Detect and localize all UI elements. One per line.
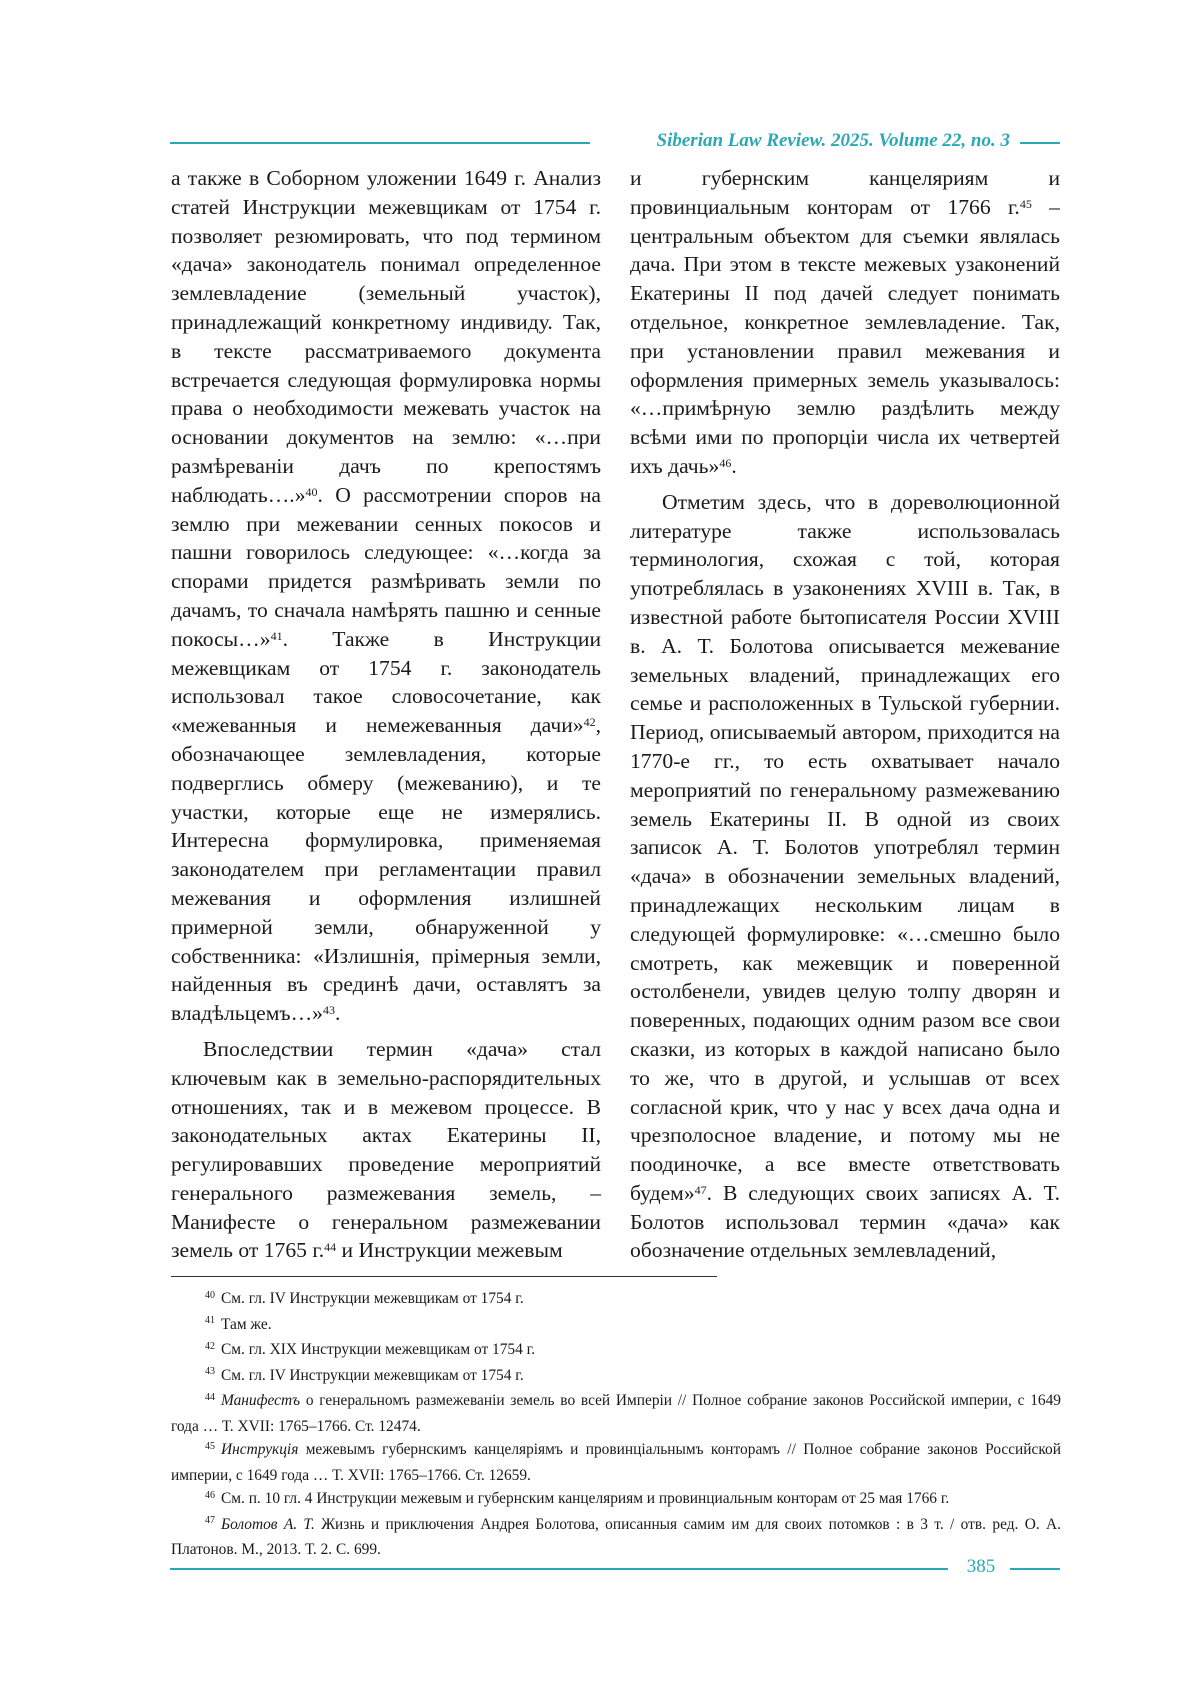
text-run: – центральным объектом для съемки являлась дача. При этом в тексте межевых узаконений Екатерины II под дачей следует понимать отдельное, конкретное землевладение. Так, при установлении правил межевания и оформления примерных земель указывалось: «…примѣрную землю раздѣлить между всѣми ими по пропорціи числа их четвертей ихъ дачь» [630,194,1060,478]
footnote-46 [171,1487,1061,1513]
page-footer [170,1556,1060,1586]
footnotes [171,1287,1061,1562]
text-run: а также в Соборном уложении 1649 г. Анализ статей Инструкции межевщикам от 1754 г. позволяет резюмировать, что под термином «дача» законодатель понимал определенное землевладение (земельный участок), принадлежащий конкретному индивиду. Так, в тексте рассматриваемого документа встречается следующая формулировка нормы права о необходимости межевать участок на основании документов на землю: «…при размѣреваніи дачъ по крепостямъ наблюдать….» [171,166,601,507]
footnote-41 [171,1313,1061,1339]
text-run: . [334,1001,341,1026]
footnote-text: См. п. 10 гл. 4 Инструкции межевым и губернским канцеляриям и провинциальным конторам от 25 мая 1766 г. [221,1490,950,1507]
footnote-number: 41 [205,1315,215,1326]
footnote-number: 40 [205,1289,215,1301]
footnote-43 [171,1364,1061,1390]
journal-title: Siberian Law Review. 2025. Volume 22, no. 3 [656,130,1010,151]
footnote-47 [171,1513,1061,1562]
text-run: . О рассмотрении споров на землю при межевании сенных покосов и пашни говорилось следующее: «…когда за спорами придется размѣривать земли по дачамъ, то сначала намѣрять пашню и сенные покосы…» [171,482,601,651]
left-paragraph-1 [171,164,601,1028]
right-paragraph-2 [630,488,1060,1266]
footnote-text: См. гл. IV Инструкции межевщикам от 1754 г. [221,1366,524,1384]
footnote-number: 44 [205,1391,215,1403]
footnote-number: 45 [205,1440,215,1452]
footer-rule-right [1010,1568,1060,1570]
footnote-ref-42[interactable]: 42 [583,715,596,730]
footnote-text: Жизнь и приключения Андрея Болотова, описанныя самим им для своих потомков : в 3 т. / отв. ред. О. А. Платонов. М., 2013. Т. 2. С. 699. [171,1515,1061,1558]
text-run: Отметим здесь, что в дореволюционной литературе также использовалась терминология, схожая с той, которая употреблялась в узаконениях XVIII в. Так, в известной работе бытописателя России XVIII в. А. Т. Болотова описывается межевание земельных владений, принадлежащих его семье и расположенных в Тульской губернии. Период, описываемый автором, приходится на 1770-е гг., то есть охватывает начало мероприятий по генеральному размежеванию земель Екатерины II. В одной из своих записок А. Т. Болотов употреблял термин «дача» в обозначении земельных владений, принадлежащих нескольким лицам в следующей формулировке: «…смешно было смотреть, как межевщик и поверенной остолбенели, увидев целую толпу дворян и поверенных, подающих одним разом все свои сказки, из которых в каждой написано было то же, что в другой, и услышав от всех согласной крик, что у нас у всех дача одна и чрезполосное владение, и потому мы не поодиночке, а все вместе ответствовать будем» [630,489,1060,1205]
footnote-number: 47 [205,1515,215,1526]
footnote-ref-45[interactable]: 45 [1019,196,1032,211]
footnote-italic-title: Манифестъ [221,1392,301,1409]
right-column [630,164,1060,1265]
footnote-ref-41[interactable]: 41 [270,628,283,643]
footnote-44 [171,1389,1061,1438]
footnote-text: о генеральномъ размежеваніи земель во всей Имперіи // Полное собрание законов Российской империи, с 1649 года … Т. XVII: 1765–1766. Ст. 12474. [171,1392,1061,1435]
text-run: . [731,453,737,478]
footnote-45 [171,1438,1061,1487]
footnote-italic-title: Инструкція [221,1441,299,1458]
header-rule-right [1020,142,1060,144]
footnote-number: 42 [205,1340,215,1352]
footnote-ref-46[interactable]: 46 [719,455,732,470]
footnote-text: Там же. [221,1315,272,1333]
footnote-40 [171,1287,1061,1313]
text-run: и Инструкции межевым [336,1238,563,1263]
text-run: . В следующих своих записях А. Т. Болотов использовал термин «дача» как обозначение отдельных землевладений, [630,1180,1060,1263]
footnote-number: 46 [205,1489,215,1501]
footnote-text: межевымъ губернскимъ канцеляріямъ и провинціальнымъ конторамъ // Полное собрание законов Российской империи, с 1649 года … Т. XVII: 1765–1766. Ст. 12659. [171,1441,1061,1484]
right-paragraph-1 [630,164,1060,481]
running-header [170,130,1060,160]
text-run: , обозначающее землевладения, которые подверглись обмеру (межеванию), и те участки, которые еще не измерялись. Интересна формулировка, применяемая законодателем при регламентации правил межевания и оформления излишней примерной земли, обнаруженной у собственника: «Излишнія, прімерныя земли, найденныя въ срединѣ дачи, оставлятъ за владѣльцемъ…» [171,713,601,1026]
footnote-ref-43[interactable]: 43 [322,1003,335,1018]
footnote-separator [171,1276,717,1277]
text-run: . Также в Инструкции межевщикам от 1754 г. законодатель использовал такое словосочетание, как «межеванныя и немежеванныя дачи» [171,626,601,738]
footnote-number: 43 [205,1366,215,1377]
footnote-ref-40[interactable]: 40 [305,484,318,499]
footnote-42 [171,1338,1061,1364]
text-run: и губернским канцеляриям и провинциальным конторам от 1766 г. [630,166,1060,219]
left-column [171,164,601,1265]
footnote-text: См. гл. IV Инструкции межевщикам от 1754 г. [221,1290,524,1307]
header-rule-left [170,142,590,144]
footnote-italic-author: Болотов А. Т. [221,1515,315,1533]
page-number: 385 [966,1556,996,1577]
footnote-ref-47[interactable]: 47 [694,1182,707,1197]
footer-rule-left [170,1568,948,1570]
left-paragraph-2 [171,1035,601,1265]
text-run: Впоследствии термин «дача» стал ключевым как в земельно-распорядительных отношениях, так и в межевом процессе. В законодательных актах Екатерины II, регулировавших проведение мероприятий генерального размежевания земель, – Манифесте о генеральном размежевании земель от 1765 г. [171,1036,601,1263]
footnote-ref-44[interactable]: 44 [324,1240,337,1255]
footnote-text: См. гл. XIX Инструкции межевщикам от 1754 г. [221,1341,536,1358]
